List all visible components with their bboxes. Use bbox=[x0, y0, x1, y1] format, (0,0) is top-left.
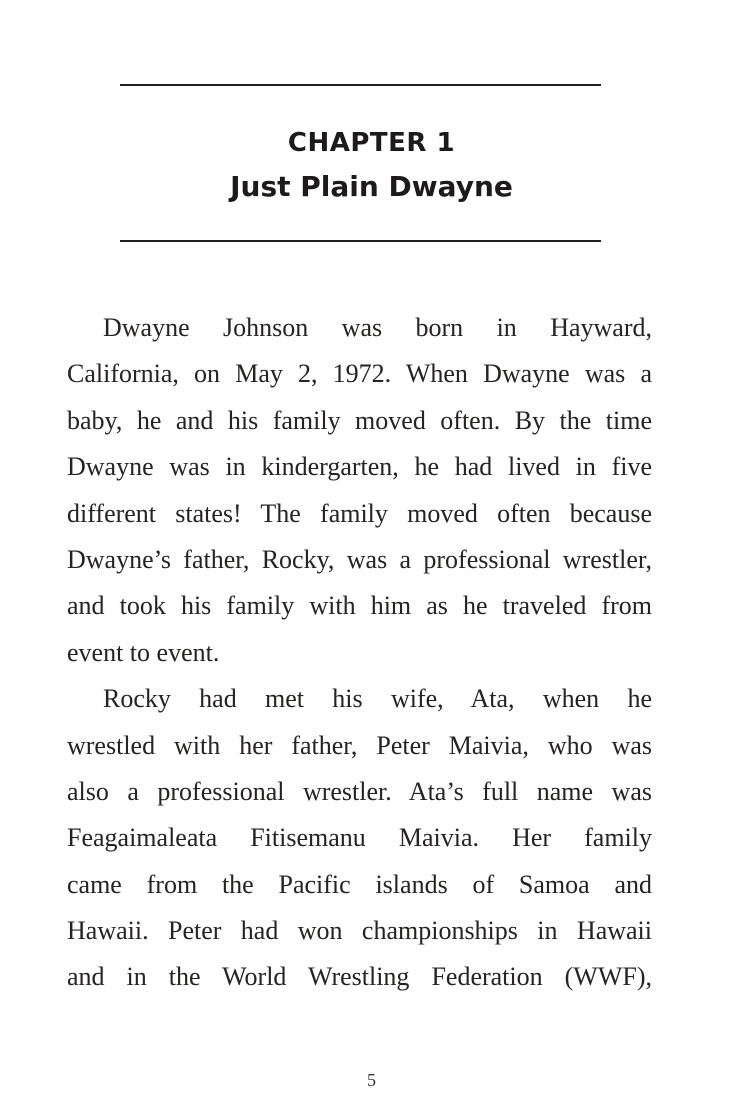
page-number: 5 bbox=[367, 1070, 376, 1090]
text-line: also a professional wrestler. Ata’s full name was bbox=[67, 776, 652, 806]
chapter-number: CHAPTER 1 bbox=[287, 128, 456, 158]
text-line: Rocky had met his wife, Ata, when he bbox=[103, 684, 652, 714]
text-line: different states! The family moved often because bbox=[67, 498, 652, 528]
text-line: California, on May 2, 1972. When Dwayne was a bbox=[67, 359, 652, 389]
text-line: baby, he and his family moved often. By the time bbox=[67, 405, 652, 435]
text-line: Dwayne was in kindergarten, he had lived in five bbox=[67, 452, 652, 482]
text-line: Hawaii. Peter had won championships in Hawaii bbox=[67, 916, 652, 946]
top-rule bbox=[120, 84, 601, 86]
text-line: came from the Pacific islands of Samoa and bbox=[67, 869, 652, 899]
text-line: and in the World Wrestling Federation (WWF), bbox=[67, 962, 652, 992]
body-text bbox=[67, 305, 652, 1001]
chapter-title: Just Plain Dwayne bbox=[230, 170, 513, 203]
bottom-rule bbox=[120, 240, 601, 242]
text-line: wrestled with her father, Peter Maivia, who was bbox=[67, 730, 652, 760]
text-line: event to event. bbox=[67, 637, 220, 667]
text-line: Feagaimaleata Fitisemanu Maivia. Her family bbox=[67, 823, 652, 853]
text-line: Dwayne’s father, Rocky, was a professional wrestler, bbox=[67, 544, 652, 574]
text-line: Dwayne Johnson was born in Hayward, bbox=[103, 313, 652, 342]
text-line: and took his family with him as he traveled from bbox=[67, 591, 652, 621]
